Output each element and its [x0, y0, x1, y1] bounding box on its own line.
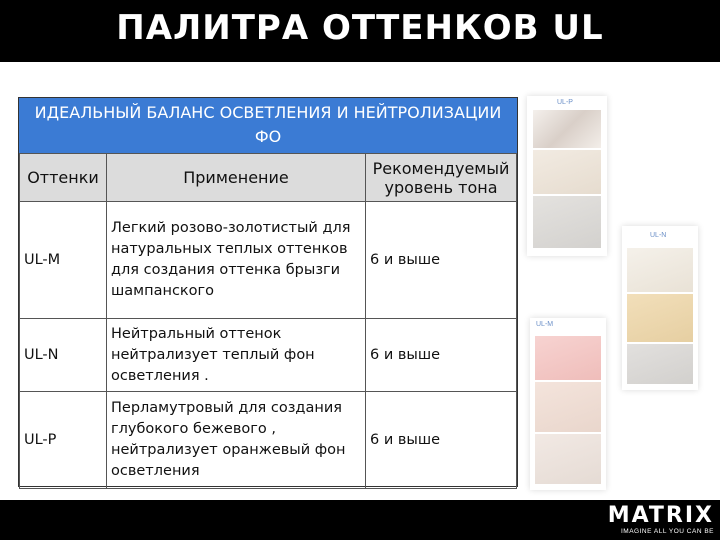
table-row — [20, 202, 517, 319]
swatch-middle — [533, 150, 601, 194]
swatch-middle — [535, 382, 601, 432]
palette-table — [18, 97, 518, 487]
table-header-row — [20, 154, 517, 202]
shade-name: UL-N — [20, 319, 107, 392]
table-title: ИДЕАЛЬНЫЙ БАЛАНС ОСВЕТЛЕНИЯ И НЕЙТРОЛИЗАЦИИ ФО — [19, 98, 517, 153]
swatch-label: UL-N — [650, 232, 667, 239]
swatch-card-ul-m — [530, 318, 606, 490]
table-row — [20, 392, 517, 489]
shade-table — [19, 153, 517, 489]
swatch-label: UL-P — [557, 99, 573, 106]
brand-logo — [574, 504, 714, 535]
shade-name: UL-P — [20, 392, 107, 489]
header-shades: Оттенки — [20, 154, 107, 202]
shade-level: 6 и выше — [366, 319, 517, 392]
swatch-bottom — [535, 434, 601, 484]
swatch-label: UL-M — [536, 321, 554, 328]
table-row — [20, 319, 517, 392]
swatch-card-ul-p — [527, 96, 607, 256]
swatch-bottom — [533, 196, 601, 248]
shade-application: Нейтральный оттенок нейтрализует теплый фон осветления . — [107, 319, 366, 392]
swatch-top — [627, 248, 693, 292]
brand-tagline: IMAGINE ALL YOU CAN BE — [621, 528, 714, 535]
shade-name: UL-M — [20, 202, 107, 319]
shade-application: Перламутровый для создания глубокого бежевого , нейтрализует оранжевый фон осветления — [107, 392, 366, 489]
swatch-top — [533, 110, 601, 148]
swatch-middle — [627, 294, 693, 342]
swatch-card-ul-n — [622, 226, 698, 390]
header-application: Применение — [107, 154, 366, 202]
header-level: Рекомендуемый уровень тона — [366, 154, 517, 202]
brand-name: MATRIX — [607, 503, 714, 528]
swatch-top — [535, 336, 601, 380]
shade-level: 6 и выше — [366, 202, 517, 319]
swatch-bottom — [627, 344, 693, 384]
shade-level: 6 и выше — [366, 392, 517, 489]
page-title: ПАЛИТРА ОТТЕНКОВ UL — [116, 8, 604, 48]
shade-application: Легкий розово-золотистый для натуральных теплых оттенков для создания оттенка брызги шампанского — [107, 202, 366, 319]
